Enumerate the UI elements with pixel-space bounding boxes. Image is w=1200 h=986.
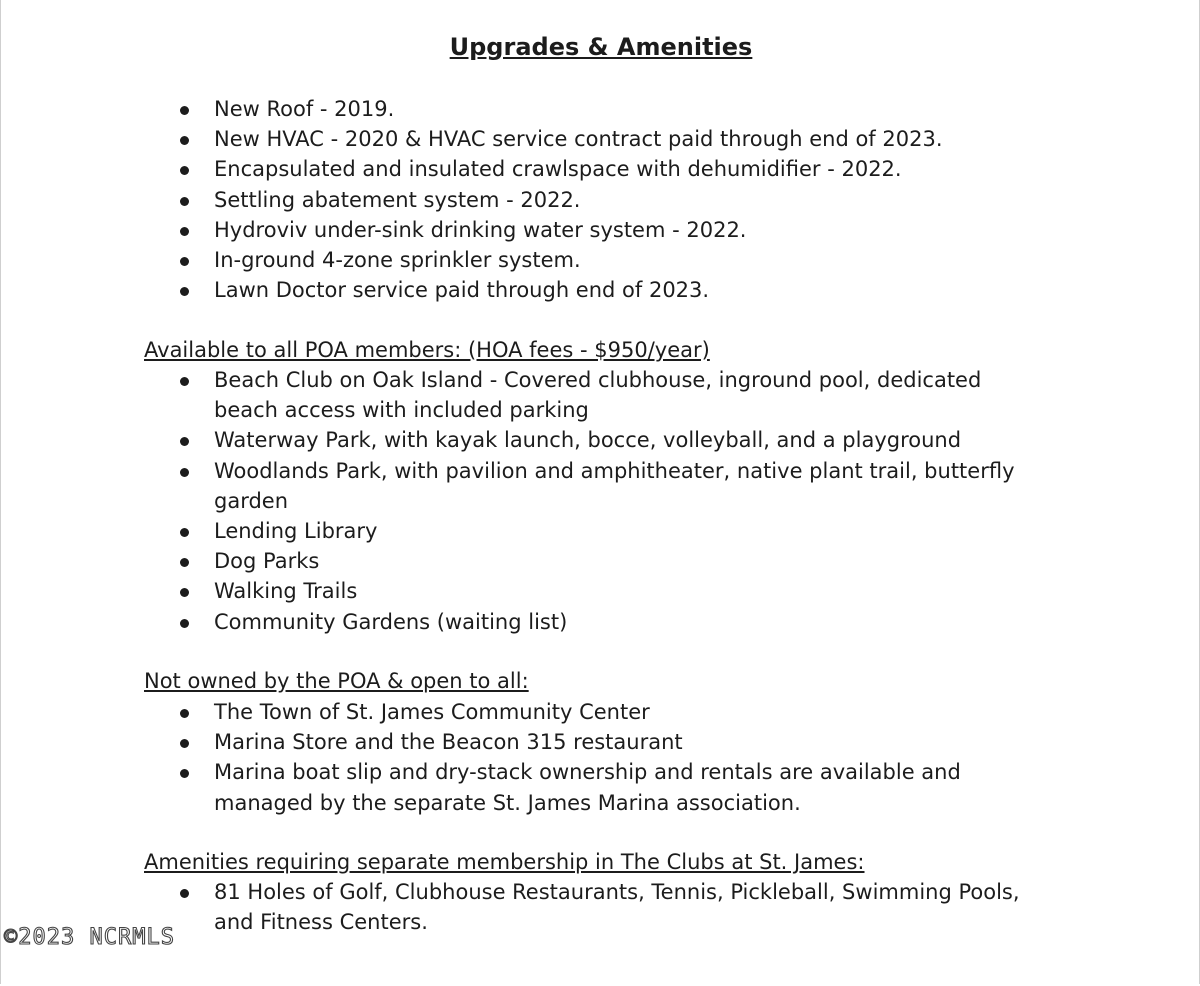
list-item: Walking Trails [1,576,1044,606]
poa-section-heading: Available to all POA members: (HOA fees - $950/year) [144,338,710,362]
bullet-icon [180,528,189,537]
list-item: Dog Parks [1,546,1044,576]
document-title: Upgrades & Amenities [449,33,753,61]
bullet-icon [180,619,189,628]
bullet-icon [180,437,189,446]
public-amenities-list [1,697,1044,818]
list-item: Encapsulated and insulated crawlspace with dehumidifier - 2022. [1,154,1044,184]
list-item: Marina Store and the Beacon 315 restaurant [1,727,1044,757]
clubs-section-heading: Amenities requiring separate membership in The Clubs at St. James: [144,850,865,874]
bullet-icon [180,227,189,236]
list-item: Settling abatement system - 2022. [1,185,1044,215]
list-item: Beach Club on Oak Island - Covered clubhouse, inground pool, dedicated beach access with included parking [1,365,1044,425]
list-item: Lending Library [1,516,1044,546]
list-item: Woodlands Park, with pavilion and amphitheater, native plant trail, butterfly garden [1,456,1044,516]
bullet-icon [180,769,189,778]
bullet-icon [180,377,189,386]
upgrades-list [1,94,1044,305]
bullet-icon [180,197,189,206]
list-item: Community Gardens (waiting list) [1,607,1044,637]
bullet-icon [180,468,189,477]
bullet-icon [180,287,189,296]
copyright-watermark: ©2023 NCRMLS [4,925,175,950]
bullet-icon [180,558,189,567]
list-item: 81 Holes of Golf, Clubhouse Restaurants, Tennis, Pickleball, Swimming Pools, and Fitness Centers. [1,877,1044,937]
list-item: Lawn Doctor service paid through end of 2023. [1,275,1044,305]
bullet-icon [180,739,189,748]
bullet-icon [180,709,189,718]
poa-amenities-list [1,365,1044,637]
bullet-icon [180,257,189,266]
bullet-icon [180,588,189,597]
list-item: In-ground 4-zone sprinkler system. [1,245,1044,275]
bullet-icon [180,136,189,145]
list-item: New Roof - 2019. [1,94,1044,124]
list-item: The Town of St. James Community Center [1,697,1044,727]
bullet-icon [180,166,189,175]
list-item: New HVAC - 2020 & HVAC service contract paid through end of 2023. [1,124,1044,154]
public-section-heading: Not owned by the POA & open to all: [144,669,529,693]
bullet-icon [180,106,189,115]
bullet-icon [180,889,189,898]
list-item: Marina boat slip and dry-stack ownership and rentals are available and managed by the separate St. James Marina association. [1,757,1044,817]
list-item: Hydroviv under-sink drinking water system - 2022. [1,215,1044,245]
list-item: Waterway Park, with kayak launch, bocce, volleyball, and a playground [1,425,1044,455]
